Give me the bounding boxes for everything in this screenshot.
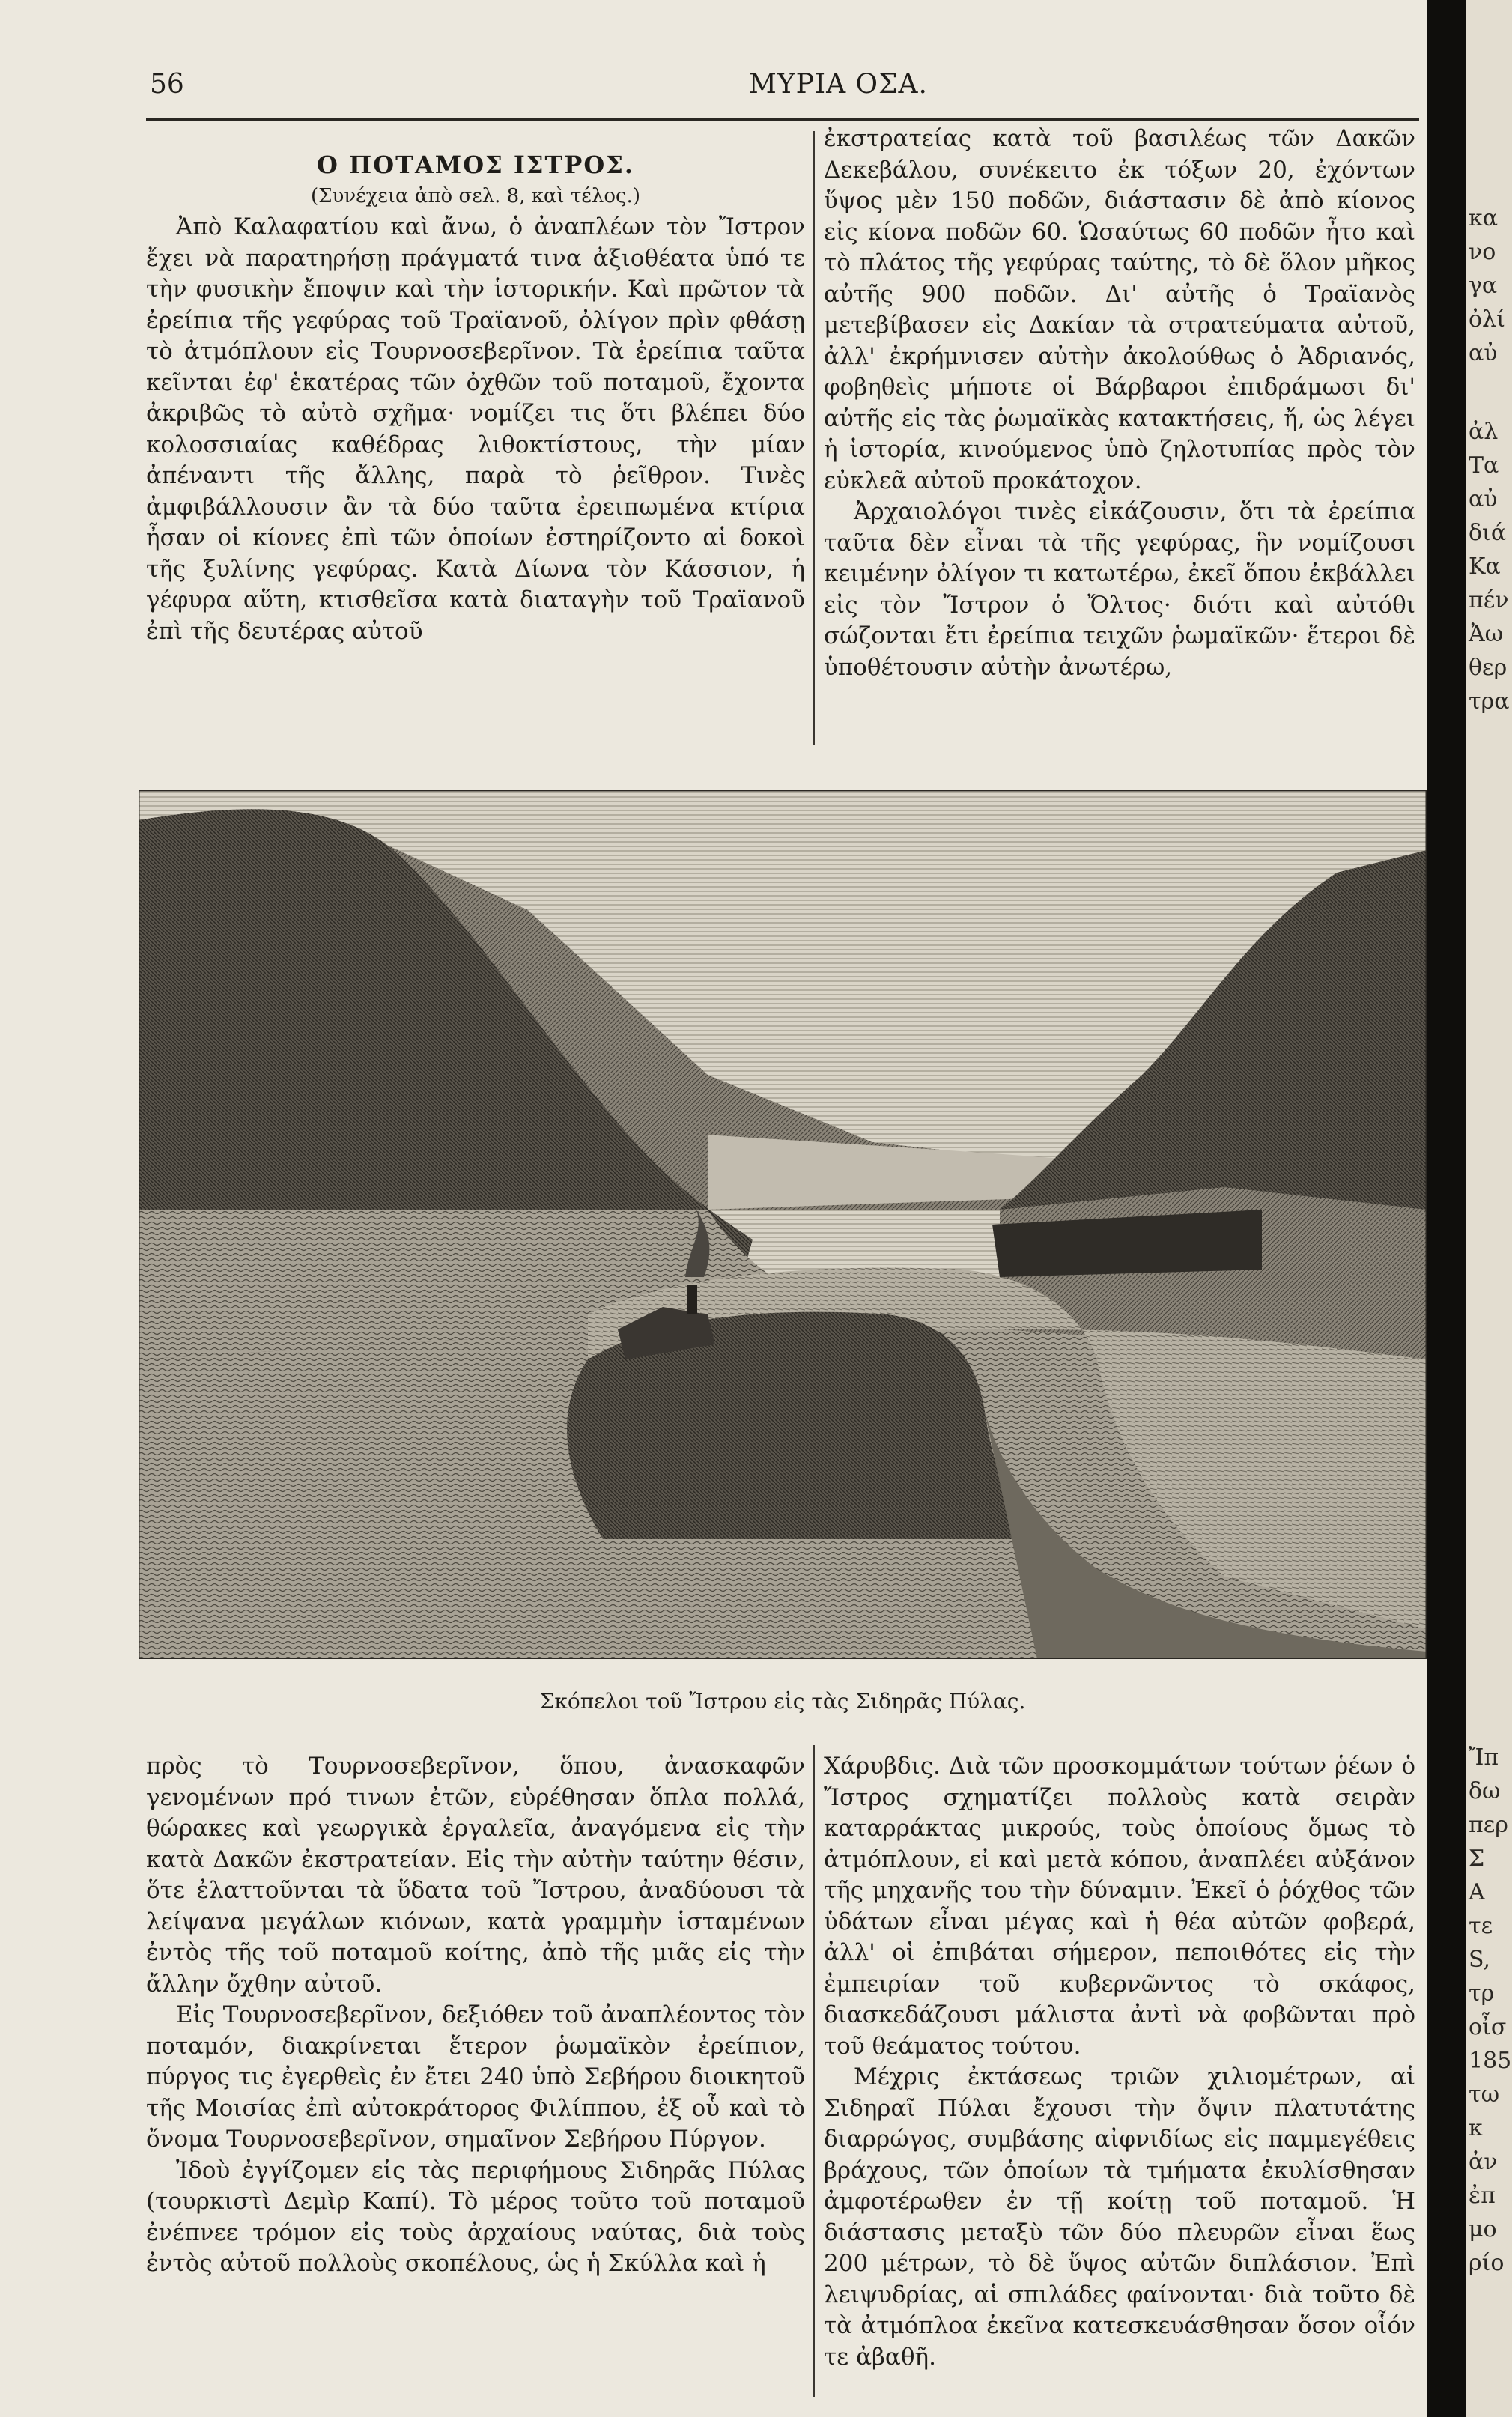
next-page-fragment: κ — [1469, 2115, 1483, 2141]
next-page-fragment: οἶσ — [1469, 2014, 1507, 2040]
next-page-fragment: περ — [1469, 1812, 1508, 1838]
next-page-fragment: Ἴπ — [1469, 1744, 1499, 1771]
column-left-bottom — [146, 1751, 805, 2280]
paragraph: Ἰδοὺ ἐγγίζομεν εἰς τὰς περιφήμους Σιδηρᾶς Πύλας (τουρκιστὶ Δεμὶρ Καπί). Τὸ μέρος τοῦτο τοῦ ποταμοῦ ἐνέπνεε τρόμον εἰς τοὺς ἀρχαίους ναύτας, διὰ τοὺς ἐντὸς αὐτοῦ πολλοὺς σκοπέλους, ὡς ἡ Σκύλλα καὶ ἡ — [146, 2156, 805, 2277]
paragraph: ἐκστρατείας κατὰ τοῦ βασιλέως τῶν Δακῶν Δεκεβάλου, συνέκειτο ἐκ τόξων 20, ἐχόντων ὕψος μὲν 150 ποδῶν, διάστασιν δὲ ἀπὸ κίονος εἰς κίονα ποδῶν 60. Ὡσαύτως 60 ποδῶν ἦτο καὶ τὸ πλάτος τῆς γεφύρας ταύτης, τὸ δὲ ὅλον μῆκος αὐτῆς 900 ποδῶν. Δι' αὐτῆς ὁ Τραϊανὸς μετεβίβασεν εἰς Δακίαν τὰ στρατεύματα αὐτοῦ, ἀλλ' ἐκρήμνισεν αὐτὴν ἀκολούθως ὁ Ἀδριανός, φοβηθεὶς μήποτε οἱ Βάρβαροι ἐπιδράμωσι δι' αὐτῆς εἰς τὰς ῥωμαϊκὰς κατακτήσεις, ἤ, ὡς λέγει ἡ ἱστορία, κινούμενος ὑπὸ ζηλοτυπίας πρὸς τὸν εὐκλεᾶ αὐτοῦ προκάτοχον. — [824, 125, 1415, 494]
next-page-fragment: Σ — [1469, 1846, 1485, 1872]
binding-gutter — [1427, 0, 1466, 2417]
paragraph: πρὸς τὸ Τουρνοσεβερῖνον, ὅπου, ἀνασκαφῶν γενομένων πρό τινων ἐτῶν, εὑρέθησαν ὅπλα πολλά, θώρακες καὶ γεωργικὰ ἐργαλεῖα, ἀναγόμενα εἰς τὴν κατὰ Δακῶν ἐκστρατείαν. Εἰς τὴν αὐτὴν ταύτην θέσιν, ὅτε ἐλαττοῦνται τὰ ὕδατα τοῦ Ἴστρου, ἀναδύουσι τὰ λείψανα μεγάλων κιόνων, κατὰ γραμμὴν ἱσταμένων ἐντὸς τῆς τοῦ ποταμοῦ κοίτης, ἀπὸ τῆς μιᾶς εἰς τὴν ἄλλην ὄχθην αὐτοῦ. — [146, 1753, 805, 1998]
column-divider — [813, 1745, 815, 2397]
next-page-fragment: ρίο — [1469, 2250, 1505, 2276]
next-page-fragment: ἀν — [1469, 2149, 1498, 2175]
header-rule — [146, 118, 1419, 121]
next-page-fragment: μο — [1469, 2216, 1497, 2242]
next-page-fragment: αὐ — [1469, 340, 1498, 366]
paragraph: Χάρυβδις. Διὰ τῶν προσκομμάτων τούτων ῥέων ὁ Ἴστρος σχηματίζει πολλοὺς κατὰ σειρὰν καταρράκτας μικρούς, τοὺς ὁποίους ὅμως τὸ ἀτμόπλουν, εἰ καὶ μετὰ κόπου, ἀναπλέει αὐξάνον τῆς μηχανῆς του τὴν δύναμιν. Ἐκεῖ ὁ ῥόχθος τῶν ὑδάτων εἶναι μέγας καὶ ἡ θέα αὐτῶν φοβερά, ἀλλ' οἱ ἐπιβάται σήμερον, πεποιθότες εἰς τὴν ἐμπειρίαν τοῦ κυβερνῶντος τὸ σκάφος, διασκεδάζουσι μάλιστα ἀντὶ νὰ φοβῶνται πρὸ τοῦ θεάματος τούτου. — [824, 1753, 1415, 2060]
next-page-fragment: ὀλί — [1469, 306, 1505, 333]
next-page-fragment: αὐ — [1469, 486, 1498, 512]
next-page-fragment: Κα — [1469, 554, 1501, 580]
running-head — [150, 69, 1423, 114]
next-page-fragment: τρα — [1469, 688, 1510, 715]
next-page-fragment: 185 — [1469, 2048, 1512, 2074]
next-page-fragment: νο — [1469, 239, 1496, 265]
next-page-fragment: Α — [1469, 1879, 1485, 1905]
next-page-fragment: πέν — [1469, 587, 1509, 613]
next-page-fragment: διά — [1469, 520, 1507, 546]
next-page-fragment: θερ — [1469, 655, 1508, 681]
illustration-caption: Σκόπελοι τοῦ Ἴστρου εἰς τὰς Σιδηρᾶς Πύλας. — [539, 1689, 1026, 1714]
paragraph: Μέχρις ἐκτάσεως τριῶν χιλιομέτρων, αἱ Σιδηραῖ Πύλαι ἔχουσι τὴν ὄψιν πλατυτάτης διαρρώγος, συμβάσης αἰφνιδίως εἰς παμμεγέθεις βράχους, τῶν ὁποίων τὰ τμήματα ἐκυλίσθησαν ἀμφοτέρωθεν ἐν τῇ κοίτῃ τοῦ ποταμοῦ. Ἡ διάστασις μεταξὺ τῶν δύο πλευρῶν εἶναι ἕως 200 μέτρων, τὸ δὲ ὕψος αὐτῶν διπλάσιον. Ἐπὶ λειψυδρίας, αἱ σπιλάδες φαίνονται· διὰ τοῦτο δὲ τὰ ἀτμόπλοα ἐκεῖνα κατεσκευάσθησαν ὅσον οἷόν τε ἀβαθῆ. — [824, 2063, 1415, 2371]
paragraph: Εἰς Τουρνοσεβερῖνον, δεξιόθεν τοῦ ἀναπλέοντος τὸν ποταμόν, διακρίνεται ἕτερον ῥωμαϊκὸν ἐρείπιον, πύργος τις ἐγερθεὶς ἐν ἔτει 240 ὑπὸ Σεβήρου διοικητοῦ τῆς Μοισίας ἐπὶ αὐτοκράτορος Φιλίππου, ἐξ οὗ καὶ τὸ ὄνομα Τουρνοσεβερῖνον, σημαῖνον Σεβήρου Πύργον. — [146, 2001, 805, 2153]
next-page-fragment: κα — [1469, 205, 1499, 231]
next-page-fragment: Τα — [1469, 452, 1499, 479]
next-page-fragment: τε — [1469, 1913, 1493, 1939]
column-divider — [813, 131, 815, 745]
paragraph: Ἀπὸ Καλαφατίου καὶ ἄνω, ὁ ἀναπλέων τὸν Ἴστρον ἔχει νὰ παρατηρήσῃ πράγματά τινα ἀξιοθέατα ὑπό τε τὴν φυσικὴν ἔποψιν καὶ τὴν ἱστορικήν. Καὶ πρῶτον τὰ ἐρείπια τῆς γεφύρας τοῦ Τραϊανοῦ, ὀλίγον πρὶν φθάσῃ τὸ ἀτμόπλουν εἰς Τουρνοσεβερῖνον. Τὰ ἐρείπια ταῦτα κεῖνται ἐφ' ἑκατέρας τῶν ὀχθῶν τοῦ ποταμοῦ, ἔχοντα ἀκριβῶς τὸ αὐτὸ σχῆμα· νομίζει τις ὅτι βλέπει δύο κολοσσιαίας καθέδρας λιθοκτίστους, τὴν μίαν ἀπέναντι τῆς ἄλλης, παρὰ τὸ ῥεῖθρον. Τινὲς ἀμφιβάλλουσιν ἂν τὰ δύο ταῦτα ἐρειπωμένα κτίρια ἦσαν οἱ κίονες ἐπὶ τῶν ὁποίων ἐστηρίζοντο αἱ δοκοὶ τῆς ξυλίνης γεφύρας. Κατὰ Δίωνα τὸν Κάσσιον, ἡ γέφυρα αὕτη, κτισθεῖσα κατὰ διαταγὴν τοῦ Τραϊανοῦ ἐπὶ τῆς δευτέρας αὐτοῦ — [146, 213, 805, 645]
next-page-fragment: τω — [1469, 2081, 1500, 2108]
next-page-fragment: S, — [1469, 1947, 1491, 1973]
column-left-top — [146, 150, 805, 647]
page-number: 56 — [150, 69, 184, 100]
engraving-iron-gates — [139, 790, 1427, 1659]
next-page-edge — [1466, 0, 1512, 2417]
paragraph: Ἀρχαιολόγοι τινὲς εἰκάζουσιν, ὅτι τὰ ἐρείπια ταῦτα δὲν εἶναι τὰ τῆς γεφύρας, ἣν νομίζουσι κειμένην ὀλίγον τι κατωτέρω, ἐκεῖ ὅπου ἐκβάλλει εἰς τὸν Ἴστρον ὁ Ὄλτος· διότι καὶ αὐτόθι σώζονται ἔτι ἐρείπια τειχῶν ῥωμαϊκῶν· ἕτεροι δὲ ὑποθέτουσιν αὐτὴν ἀνωτέρω, — [824, 498, 1415, 681]
next-page-fragment: γα — [1469, 273, 1498, 299]
column-right-top — [824, 124, 1415, 683]
article-title: Ο ΠΟΤΑΜΟΣ ΙΣΤΡΟΣ. — [317, 151, 634, 179]
column-right-bottom — [824, 1751, 1415, 2373]
continuation-note: (Συνέχεια ἀπὸ σελ. 8, καὶ τέλος.) — [311, 184, 640, 207]
next-page-fragment: ἐπ — [1469, 2183, 1496, 2209]
next-page-fragment: ἀλ — [1469, 419, 1499, 445]
next-page-fragment: τρ — [1469, 1980, 1495, 2007]
next-page-fragment: δω — [1469, 1778, 1501, 1804]
journal-title: ΜΥΡΙΑ ΟΣΑ. — [749, 69, 928, 100]
next-page-fragment: Ἀω — [1469, 621, 1504, 647]
